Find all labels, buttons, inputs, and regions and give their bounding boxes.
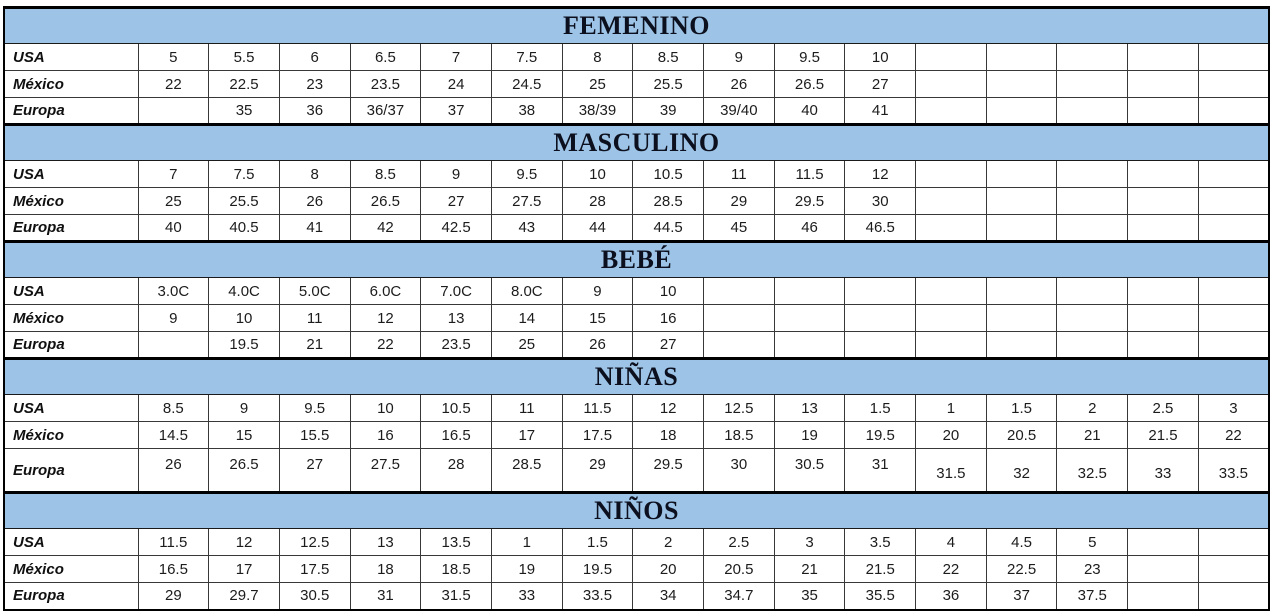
- row-label: Europa: [4, 215, 138, 242]
- size-cell: 5: [1057, 529, 1128, 556]
- section-header-row-masculino: [4, 125, 1269, 161]
- size-row-femenino-1: [4, 71, 1269, 98]
- size-cell: 28: [562, 188, 633, 215]
- size-cell: 37.5: [1057, 583, 1128, 610]
- size-cell: 12.5: [279, 529, 350, 556]
- size-cell: 11.5: [562, 395, 633, 422]
- size-cell: 24: [421, 71, 492, 98]
- size-cell: [704, 332, 775, 359]
- size-cell: 8: [279, 161, 350, 188]
- size-row-ninas-2: [4, 449, 1269, 493]
- size-cell: [1198, 583, 1269, 610]
- size-cell: [1057, 305, 1128, 332]
- size-cell: [1057, 332, 1128, 359]
- size-cell: 22.5: [209, 71, 280, 98]
- size-cell: [916, 278, 987, 305]
- size-cell: 23: [279, 71, 350, 98]
- size-cell: 17.5: [279, 556, 350, 583]
- size-cell: 13.5: [421, 529, 492, 556]
- size-cell: 26.5: [774, 71, 845, 98]
- size-cell: 7.0C: [421, 278, 492, 305]
- size-cell: [845, 278, 916, 305]
- size-cell: [1057, 215, 1128, 242]
- size-cell: [1198, 332, 1269, 359]
- size-cell: [916, 98, 987, 125]
- size-row-masculino-1: [4, 188, 1269, 215]
- size-cell: 2.5: [1128, 395, 1199, 422]
- size-cell: 1.5: [986, 395, 1057, 422]
- size-cell: 20.5: [986, 422, 1057, 449]
- size-cell: 22: [916, 556, 987, 583]
- size-cell: 17: [209, 556, 280, 583]
- size-cell: 7.5: [491, 44, 562, 71]
- size-cell: 31.5: [421, 583, 492, 610]
- size-cell: [916, 188, 987, 215]
- size-cell: [1198, 98, 1269, 125]
- size-cell: 4.0C: [209, 278, 280, 305]
- size-cell: 9: [138, 305, 209, 332]
- size-cell: [1198, 71, 1269, 98]
- size-cell: [1198, 305, 1269, 332]
- size-cell: 28.5: [491, 449, 562, 493]
- size-cell: [986, 161, 1057, 188]
- size-cell: 18.5: [704, 422, 775, 449]
- size-cell: 16.5: [421, 422, 492, 449]
- row-label: USA: [4, 395, 138, 422]
- row-label: USA: [4, 161, 138, 188]
- size-cell: 35: [209, 98, 280, 125]
- size-cell: 13: [421, 305, 492, 332]
- size-cell: 30.5: [774, 449, 845, 493]
- size-cell: 21: [279, 332, 350, 359]
- size-cell: [986, 278, 1057, 305]
- row-label: México: [4, 305, 138, 332]
- size-cell: 32: [986, 449, 1057, 493]
- size-cell: 9: [562, 278, 633, 305]
- size-cell: 27: [633, 332, 704, 359]
- size-cell: [1128, 583, 1199, 610]
- size-row-bebe-0: [4, 278, 1269, 305]
- section-header-row-ninos: [4, 493, 1269, 529]
- size-cell: 38/39: [562, 98, 633, 125]
- size-cell: 42: [350, 215, 421, 242]
- size-cell: 2: [633, 529, 704, 556]
- size-cell: 7: [421, 44, 492, 71]
- size-cell: 33: [491, 583, 562, 610]
- size-cell: 37: [421, 98, 492, 125]
- size-cell: [1198, 278, 1269, 305]
- size-cell: [916, 44, 987, 71]
- size-cell: 44: [562, 215, 633, 242]
- size-cell: [986, 188, 1057, 215]
- size-cell: 39/40: [704, 98, 775, 125]
- size-cell: 29: [562, 449, 633, 493]
- size-cell: 3: [774, 529, 845, 556]
- shoe-size-conversion-table: [3, 6, 1270, 611]
- section-header-row-femenino: [4, 8, 1269, 44]
- size-cell: 11.5: [774, 161, 845, 188]
- size-cell: 33: [1128, 449, 1199, 493]
- size-cell: 23: [1057, 556, 1128, 583]
- size-cell: 29.7: [209, 583, 280, 610]
- size-cell: [1128, 161, 1199, 188]
- size-cell: 14: [491, 305, 562, 332]
- size-cell: [986, 305, 1057, 332]
- size-cell: [916, 71, 987, 98]
- size-cell: [1198, 188, 1269, 215]
- size-cell: 16: [350, 422, 421, 449]
- size-cell: 2: [1057, 395, 1128, 422]
- size-cell: [986, 44, 1057, 71]
- size-cell: 40: [774, 98, 845, 125]
- size-cell: [986, 332, 1057, 359]
- size-cell: 17.5: [562, 422, 633, 449]
- size-cell: [1128, 188, 1199, 215]
- size-cell: 19.5: [209, 332, 280, 359]
- size-cell: [986, 98, 1057, 125]
- size-cell: 10: [350, 395, 421, 422]
- size-cell: 22: [138, 71, 209, 98]
- row-label: USA: [4, 44, 138, 71]
- size-cell: 40: [138, 215, 209, 242]
- size-row-femenino-2: [4, 98, 1269, 125]
- size-cell: 7: [138, 161, 209, 188]
- size-cell: 40.5: [209, 215, 280, 242]
- size-cell: 21.5: [1128, 422, 1199, 449]
- size-cell: 35: [774, 583, 845, 610]
- size-cell: 29.5: [774, 188, 845, 215]
- size-cell: 43: [491, 215, 562, 242]
- size-row-masculino-2: [4, 215, 1269, 242]
- size-cell: [138, 332, 209, 359]
- size-cell: 33.5: [1198, 449, 1269, 493]
- size-cell: 12: [845, 161, 916, 188]
- size-cell: [774, 278, 845, 305]
- size-cell: [986, 215, 1057, 242]
- size-cell: 10.5: [633, 161, 704, 188]
- size-cell: [916, 332, 987, 359]
- size-cell: 26.5: [209, 449, 280, 493]
- size-cell: [774, 305, 845, 332]
- size-cell: 41: [279, 215, 350, 242]
- size-cell: 8.5: [633, 44, 704, 71]
- size-cell: 11: [704, 161, 775, 188]
- size-cell: 4.5: [986, 529, 1057, 556]
- size-cell: 16.5: [138, 556, 209, 583]
- row-label: USA: [4, 278, 138, 305]
- size-cell: 16: [633, 305, 704, 332]
- size-cell: 21.5: [845, 556, 916, 583]
- row-label: México: [4, 556, 138, 583]
- row-label: Europa: [4, 332, 138, 359]
- size-cell: 31: [350, 583, 421, 610]
- size-cell: 9.5: [279, 395, 350, 422]
- size-cell: 27.5: [491, 188, 562, 215]
- size-row-ninas-0: [4, 395, 1269, 422]
- size-cell: 29.5: [633, 449, 704, 493]
- size-cell: 45: [704, 215, 775, 242]
- size-cell: 9.5: [774, 44, 845, 71]
- section-header-row-bebe: [4, 242, 1269, 278]
- size-cell: 10: [209, 305, 280, 332]
- size-cell: 22: [1198, 422, 1269, 449]
- size-cell: 9: [209, 395, 280, 422]
- section-title-masculino: MASCULINO: [4, 125, 1269, 161]
- size-cell: [916, 215, 987, 242]
- size-cell: [1057, 98, 1128, 125]
- size-cell: [774, 332, 845, 359]
- size-cell: 15.5: [279, 422, 350, 449]
- row-label: Europa: [4, 583, 138, 610]
- size-cell: [1128, 44, 1199, 71]
- size-cell: 15: [562, 305, 633, 332]
- size-cell: 8.5: [138, 395, 209, 422]
- size-cell: 19: [491, 556, 562, 583]
- size-cell: 30: [704, 449, 775, 493]
- size-cell: 33.5: [562, 583, 633, 610]
- size-cell: [1128, 556, 1199, 583]
- size-cell: 10.5: [421, 395, 492, 422]
- size-cell: 21: [1057, 422, 1128, 449]
- size-cell: 6.0C: [350, 278, 421, 305]
- row-label: Europa: [4, 449, 138, 493]
- size-cell: 11: [491, 395, 562, 422]
- size-cell: 3.0C: [138, 278, 209, 305]
- size-cell: 8.5: [350, 161, 421, 188]
- size-cell: [1198, 215, 1269, 242]
- size-cell: 9: [421, 161, 492, 188]
- size-cell: 36: [279, 98, 350, 125]
- size-cell: 27: [421, 188, 492, 215]
- size-cell: [1128, 215, 1199, 242]
- size-cell: 25.5: [633, 71, 704, 98]
- size-cell: [1128, 332, 1199, 359]
- size-cell: 28.5: [633, 188, 704, 215]
- size-cell: 19.5: [845, 422, 916, 449]
- size-cell: 25: [491, 332, 562, 359]
- size-cell: [704, 278, 775, 305]
- size-cell: 30.5: [279, 583, 350, 610]
- size-cell: 19.5: [562, 556, 633, 583]
- size-cell: 6.5: [350, 44, 421, 71]
- size-cell: 15: [209, 422, 280, 449]
- row-label: Europa: [4, 98, 138, 125]
- size-cell: 3.5: [845, 529, 916, 556]
- size-cell: [1057, 71, 1128, 98]
- size-cell: 46.5: [845, 215, 916, 242]
- size-cell: [845, 305, 916, 332]
- size-cell: 12: [633, 395, 704, 422]
- size-cell: 18.5: [421, 556, 492, 583]
- size-cell: 10: [633, 278, 704, 305]
- size-cell: [916, 305, 987, 332]
- section-title-femenino: FEMENINO: [4, 8, 1269, 44]
- size-cell: 35.5: [845, 583, 916, 610]
- size-cell: 29: [138, 583, 209, 610]
- size-cell: 12: [350, 305, 421, 332]
- size-cell: 44.5: [633, 215, 704, 242]
- size-cell: 28: [421, 449, 492, 493]
- size-cell: 8: [562, 44, 633, 71]
- size-cell: 10: [845, 44, 916, 71]
- size-cell: 13: [774, 395, 845, 422]
- size-cell: [1128, 529, 1199, 556]
- size-cell: 23.5: [350, 71, 421, 98]
- size-cell: 9: [704, 44, 775, 71]
- size-cell: 30: [845, 188, 916, 215]
- size-cell: 41: [845, 98, 916, 125]
- size-cell: 20.5: [704, 556, 775, 583]
- size-row-bebe-1: [4, 305, 1269, 332]
- size-cell: [916, 161, 987, 188]
- size-cell: 21: [774, 556, 845, 583]
- size-cell: 4: [916, 529, 987, 556]
- size-cell: 9.5: [491, 161, 562, 188]
- row-label: México: [4, 422, 138, 449]
- section-title-bebe: BEBÉ: [4, 242, 1269, 278]
- size-cell: 36: [916, 583, 987, 610]
- size-row-ninas-1: [4, 422, 1269, 449]
- size-cell: 22.5: [986, 556, 1057, 583]
- size-cell: [1057, 188, 1128, 215]
- size-cell: 36/37: [350, 98, 421, 125]
- size-row-ninos-2: [4, 583, 1269, 610]
- size-cell: [1198, 556, 1269, 583]
- size-cell: [138, 98, 209, 125]
- size-cell: 2.5: [704, 529, 775, 556]
- size-cell: [1128, 71, 1199, 98]
- section-header-row-ninas: [4, 359, 1269, 395]
- size-cell: 20: [633, 556, 704, 583]
- size-cell: 26: [279, 188, 350, 215]
- row-label: México: [4, 71, 138, 98]
- size-cell: 12.5: [704, 395, 775, 422]
- size-cell: 12: [209, 529, 280, 556]
- size-cell: 25: [562, 71, 633, 98]
- size-cell: [1198, 44, 1269, 71]
- size-cell: [1057, 44, 1128, 71]
- size-cell: [704, 305, 775, 332]
- size-cell: 1: [491, 529, 562, 556]
- row-label: México: [4, 188, 138, 215]
- size-cell: 8.0C: [491, 278, 562, 305]
- size-cell: 18: [633, 422, 704, 449]
- section-title-ninos: NIÑOS: [4, 493, 1269, 529]
- size-row-femenino-0: [4, 44, 1269, 71]
- size-cell: [845, 332, 916, 359]
- size-cell: 5.0C: [279, 278, 350, 305]
- size-row-masculino-0: [4, 161, 1269, 188]
- size-cell: 34.7: [704, 583, 775, 610]
- size-cell: 34: [633, 583, 704, 610]
- row-label: USA: [4, 529, 138, 556]
- size-cell: [1198, 529, 1269, 556]
- size-cell: [1128, 305, 1199, 332]
- size-cell: 7.5: [209, 161, 280, 188]
- size-cell: [986, 71, 1057, 98]
- size-cell: 14.5: [138, 422, 209, 449]
- size-cell: [1057, 161, 1128, 188]
- size-cell: 27: [845, 71, 916, 98]
- size-cell: 39: [633, 98, 704, 125]
- size-row-ninos-0: [4, 529, 1269, 556]
- size-row-bebe-2: [4, 332, 1269, 359]
- size-cell: 37: [986, 583, 1057, 610]
- section-title-ninas: NIÑAS: [4, 359, 1269, 395]
- size-cell: 13: [350, 529, 421, 556]
- size-cell: 31: [845, 449, 916, 493]
- size-cell: 25: [138, 188, 209, 215]
- size-cell: [1057, 278, 1128, 305]
- size-cell: 25.5: [209, 188, 280, 215]
- size-cell: 1.5: [845, 395, 916, 422]
- size-cell: 10: [562, 161, 633, 188]
- size-cell: 3: [1198, 395, 1269, 422]
- size-cell: [1128, 98, 1199, 125]
- size-cell: 6: [279, 44, 350, 71]
- size-cell: 26: [562, 332, 633, 359]
- size-cell: 46: [774, 215, 845, 242]
- size-cell: [1128, 278, 1199, 305]
- size-cell: 26.5: [350, 188, 421, 215]
- size-cell: 38: [491, 98, 562, 125]
- size-cell: 11: [279, 305, 350, 332]
- size-cell: [1198, 161, 1269, 188]
- size-cell: 26: [138, 449, 209, 493]
- size-cell: 23.5: [421, 332, 492, 359]
- size-cell: 20: [916, 422, 987, 449]
- size-cell: 1: [916, 395, 987, 422]
- size-cell: 1.5: [562, 529, 633, 556]
- size-cell: 42.5: [421, 215, 492, 242]
- size-cell: 5: [138, 44, 209, 71]
- size-cell: 5.5: [209, 44, 280, 71]
- size-cell: 31.5: [916, 449, 987, 493]
- size-row-ninos-1: [4, 556, 1269, 583]
- size-cell: 26: [704, 71, 775, 98]
- size-cell: 27.5: [350, 449, 421, 493]
- size-cell: 19: [774, 422, 845, 449]
- size-cell: 17: [491, 422, 562, 449]
- size-cell: 18: [350, 556, 421, 583]
- size-cell: 27: [279, 449, 350, 493]
- size-cell: 24.5: [491, 71, 562, 98]
- size-cell: 22: [350, 332, 421, 359]
- size-cell: 29: [704, 188, 775, 215]
- size-cell: 11.5: [138, 529, 209, 556]
- size-cell: 32.5: [1057, 449, 1128, 493]
